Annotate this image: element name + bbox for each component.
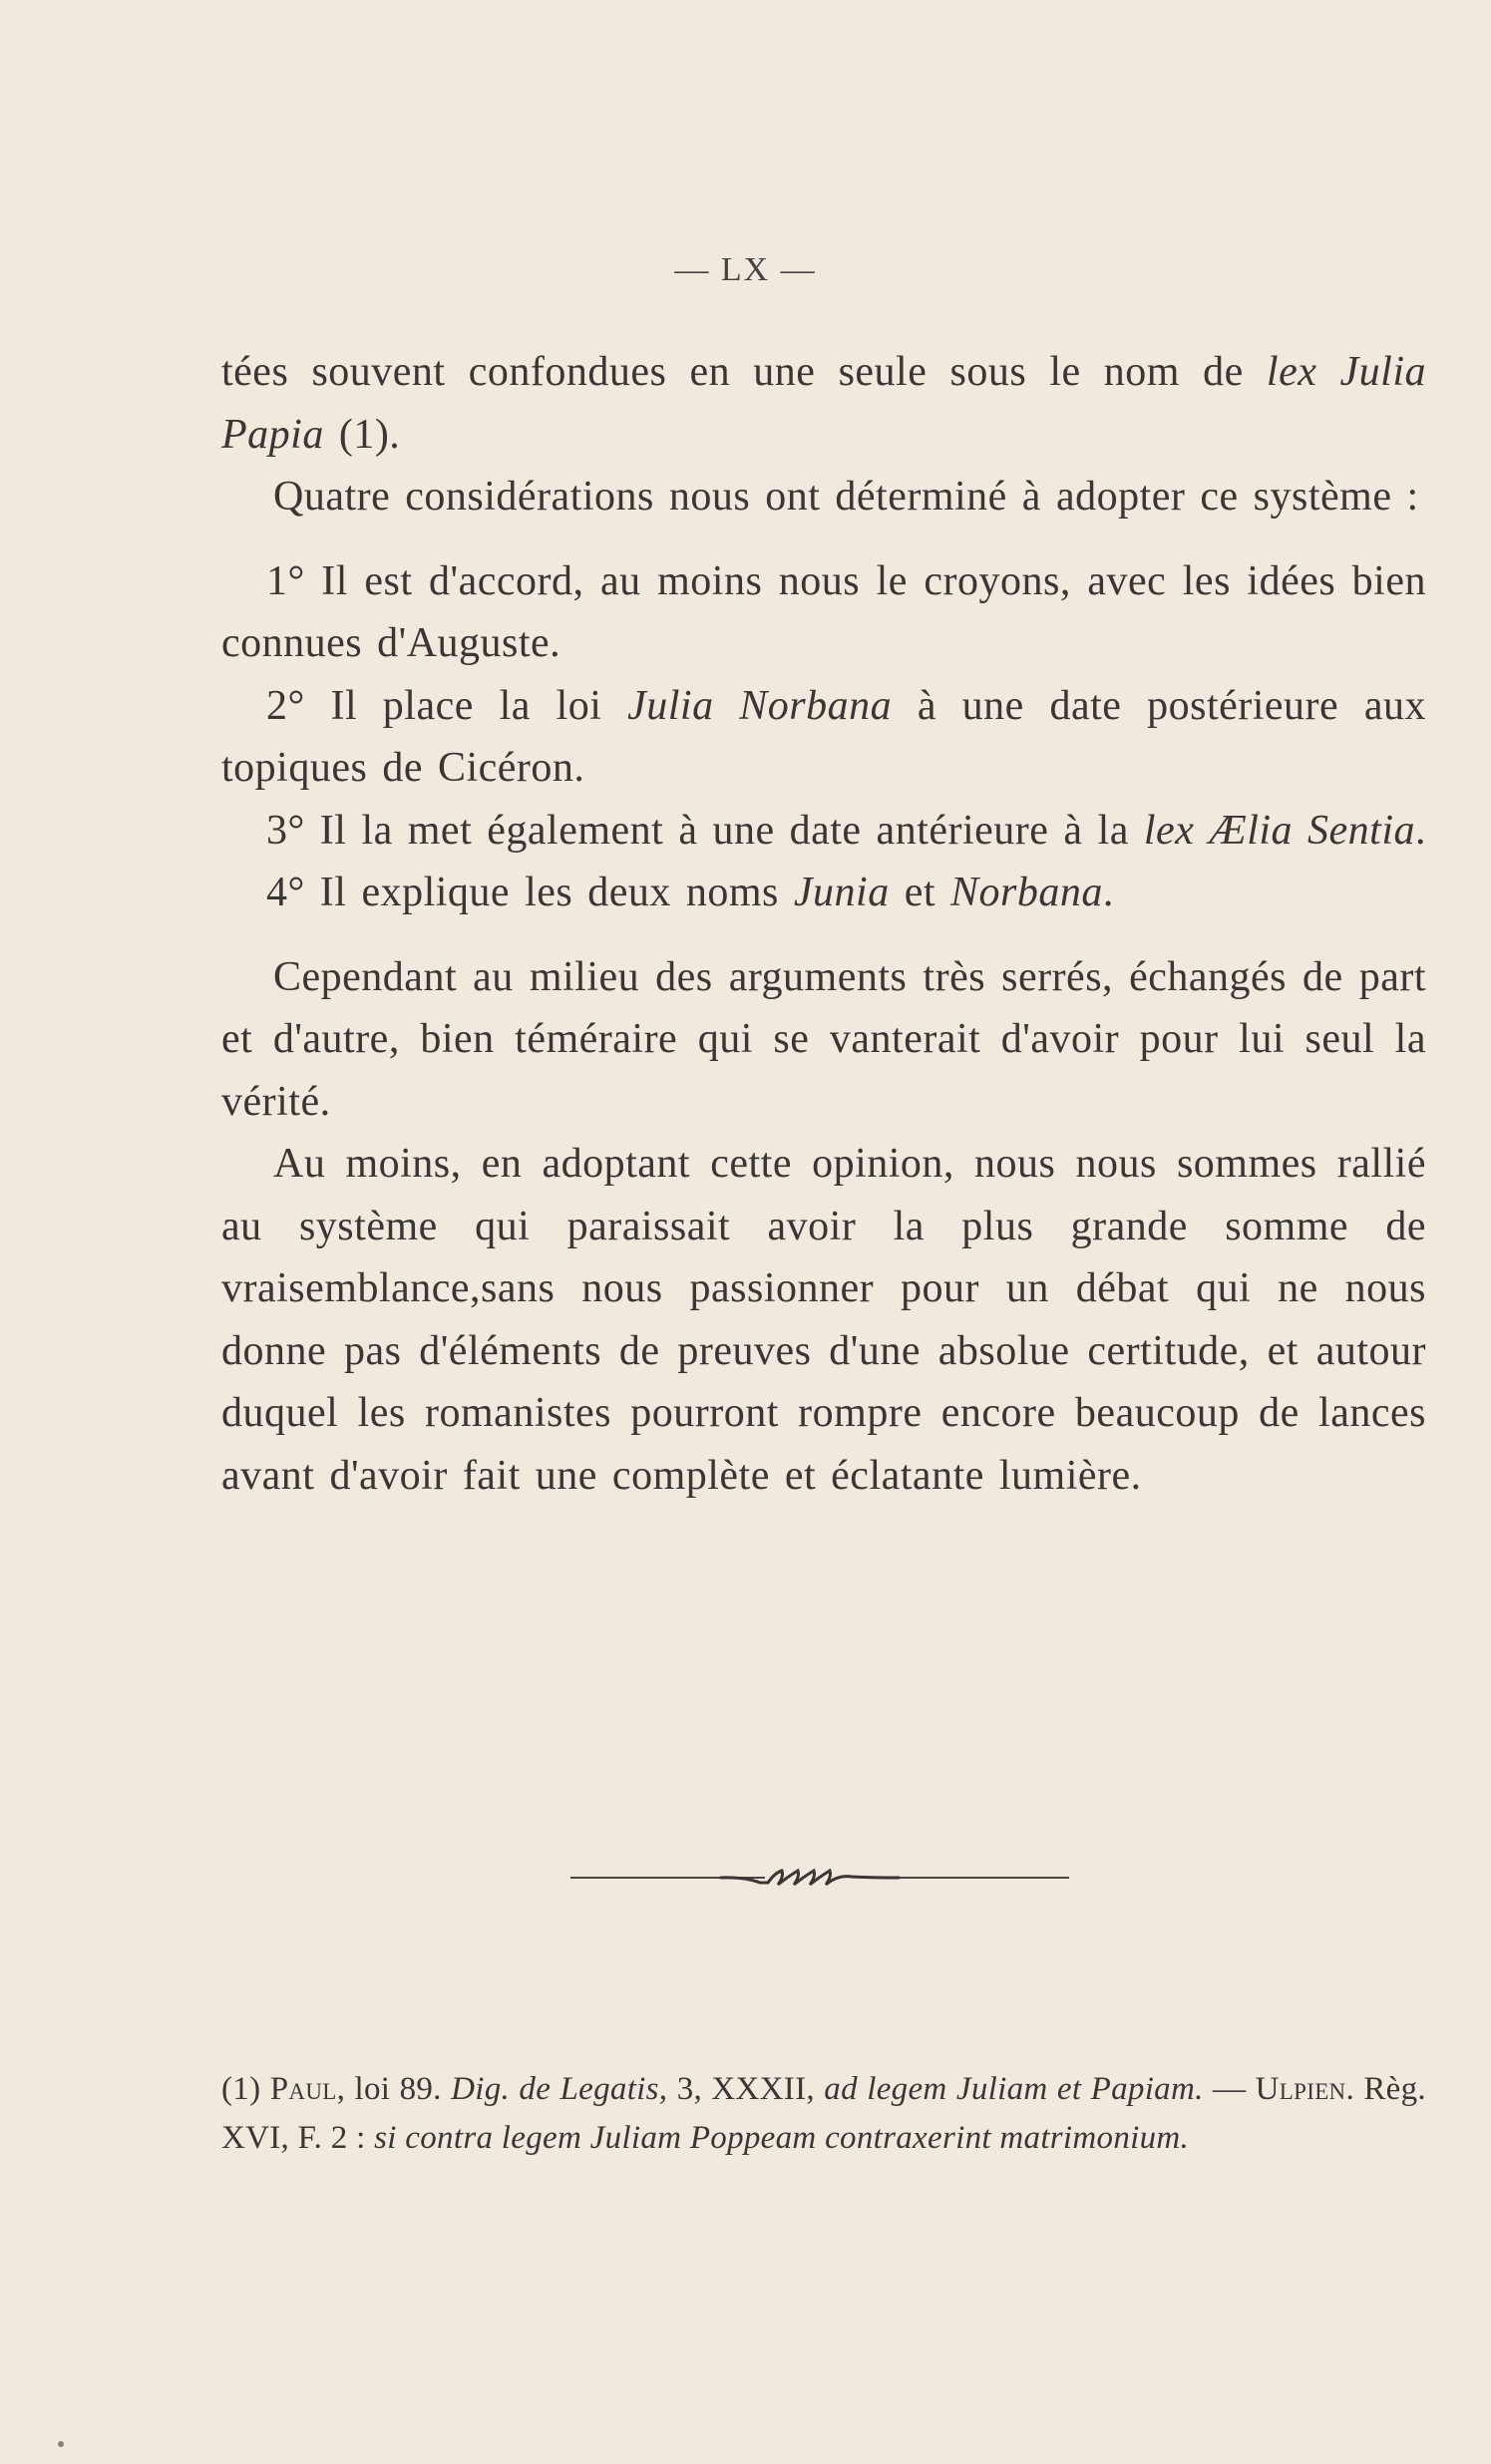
section-divider-ornament (570, 1863, 1069, 1893)
list-item-text: 3° Il la met également à une date antérieure à la (266, 807, 1144, 854)
list-item-text: 4° Il explique les deux noms (266, 870, 794, 915)
footnote-author: Ulpien (1255, 2071, 1346, 2107)
list-item-text: à une date postérieure aux topiques de Cicéron. (221, 682, 1426, 791)
footnote-ref: (1). (323, 411, 401, 458)
footnote-author: Paul (269, 2071, 337, 2107)
footnote (221, 2065, 1426, 2163)
paragraph-4: Au moins, en adoptant cette opinion, nous nous sommes rallié au système qui paraissait avoir la plus grande somme de vraisemblance,sans nous passionner pour un débat qui ne nous donne pas d'éléments de preuves d'une absolue certitude, et autour duquel les romanistes pourront rompre encore beaucoup de lances avant d'avoir fait une complète et éclatante lumière. (221, 1141, 1426, 1499)
footnote-citation: Dig. de Legatis, (451, 2071, 668, 2107)
law-name: lex Ælia Sentia (1143, 807, 1416, 854)
list-item-text: et (889, 870, 951, 915)
law-name: Junia (793, 870, 890, 915)
page-number: — LX — (674, 251, 817, 288)
paragraph-3: Cependant au milieu des arguments très serrés, échangés de part et d'autre, bien téméraire qui se vanterait d'avoir pour lui seul la vérité. (221, 953, 1426, 1125)
main-text (221, 341, 1426, 1507)
law-name: lex Julia Papia (221, 349, 1426, 458)
list-item-text: . (1415, 807, 1427, 854)
paragraph-1 (221, 341, 1426, 466)
footnote-1 (221, 2065, 1426, 2163)
law-name: Norbana (950, 870, 1103, 915)
list-item-2 (221, 675, 1426, 800)
footnote-citation: ad legem Juliam et Papiam. (824, 2071, 1204, 2107)
footnote-text: . Règ. XVI, F. 2 : (221, 2071, 1426, 2156)
list-item-1: 1° Il est d'accord, au moins nous le croyons, avec les idées bien connues d'Auguste. (221, 557, 1426, 666)
footnote-text: 3, XXXII, (667, 2071, 825, 2107)
paragraph-text: tées souvent confondues en une seule sous le nom de (221, 349, 1267, 395)
footnote-text: , loi 89. (336, 2071, 452, 2107)
list-item-4 (221, 862, 1426, 924)
list-item-3 (221, 800, 1426, 863)
list-item-text: . (1102, 870, 1114, 915)
paragraph-2: Quatre considérations nous ont déterminé à adopter ce système : (273, 474, 1419, 520)
list-item-text: 2° Il place la loi (266, 682, 628, 729)
law-name: Julia Norbana (627, 682, 893, 729)
footnote-text: — (1203, 2071, 1256, 2107)
paper-speck (58, 2441, 64, 2447)
footnote-marker: (1) (221, 2071, 270, 2107)
footnote-quote: si contra legem Juliam Poppeam contraxerint matrimonium. (374, 2120, 1190, 2156)
